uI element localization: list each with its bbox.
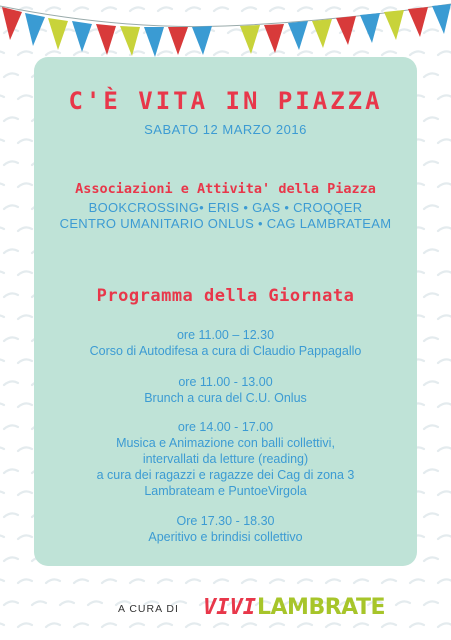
program-item-2-time: ore 11.00 - 13.00 [178,375,273,389]
program-item-3-desc: Musica e Animazione con balli collettivi, [116,436,335,450]
associations-heading: Associazioni e Attivita' della Piazza [75,181,376,197]
program-item-1-desc: Corso di Autodifesa a cura di Claudio Pappagallo [89,344,362,358]
program-item-4-time: Ore 17.30 - 18.30 [176,514,275,528]
associations-line-1: BOOKCROSSING• ERIS • GAS • CROQQER [88,200,363,215]
program-item-4-desc: Aperitivo e brindisi collettivo [148,530,303,544]
program-item-3-time: ore 14.00 - 17.00 [177,420,274,434]
event-title: C'È VITA IN PIAZZA [68,87,383,115]
program-item-3-desc-2: intervallati da letture (reading) [142,452,309,466]
program-heading: Programma della Giornata [96,286,355,306]
logo-vivi: VIVI [203,595,256,620]
a-cura-di-label: A CURA DI [118,603,179,615]
associations-line-2: CENTRO UMANITARIO ONLUS • CAG LAMBRATEAM [59,216,392,231]
program-item-3-desc-3: a cura dei ragazzi e ragazze dei Cag di zona 3 [96,468,355,482]
program-item-1-time: ore 11.00 – 12.30 [176,328,275,342]
event-date: SABATO 12 MARZO 2016 [144,122,307,137]
logo-lambrate: LAMBRATE [257,595,385,620]
program-item-2-desc: Brunch a cura del C.U. Onlus [144,391,307,405]
program-item-3-desc-4: Lambrateam e PuntoeVirgola [144,484,307,498]
